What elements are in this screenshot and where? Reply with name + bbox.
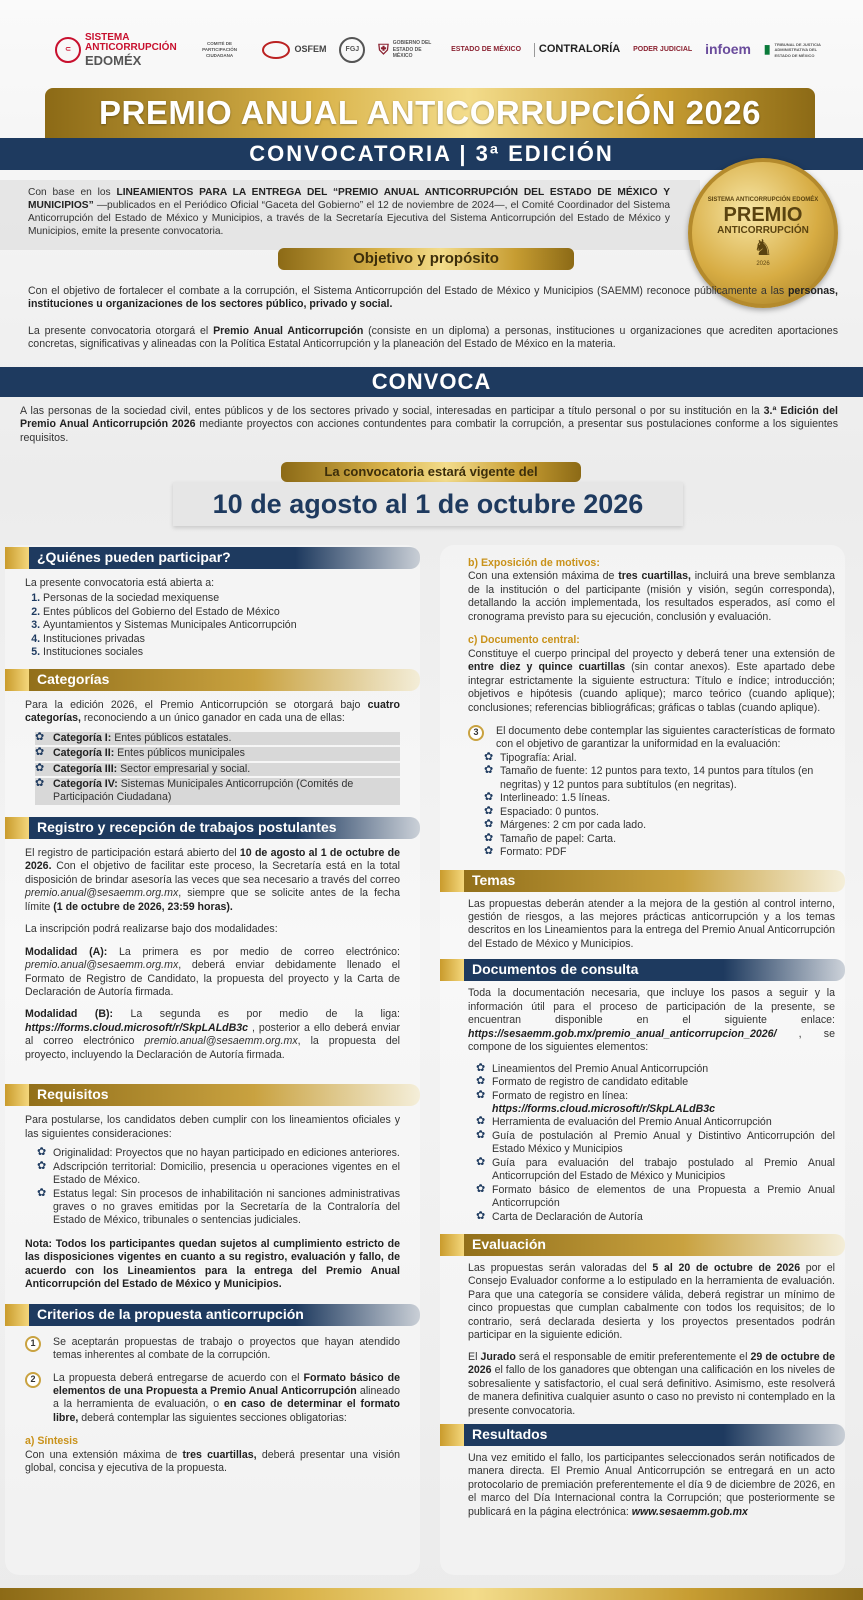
list-item: 1. Personas de la sociedad mexiquense <box>43 592 400 605</box>
shield-icon: ⛨ <box>378 41 389 58</box>
quienes-list <box>25 592 400 659</box>
list-item: ✿ Formato básico de elementos de una Propuesta a Premio Anual Anticorrupción <box>476 1184 835 1211</box>
criterio-1: 1 Se aceptarán propuestas de trabajo o proyectos que hayan atendido temas inherentes al combate de la corrupción. <box>25 1336 400 1363</box>
page-subtitle: CONVOCATORIA | 3ª EDICIÓN <box>249 141 614 167</box>
list-item: ✿ Guía para evaluación del trabajo postulado al Premio Anual Anticorrupción del Estado de México y Municipios <box>476 1157 835 1184</box>
poder-judicial-logo: PODER JUDICIAL <box>633 45 693 53</box>
list-item: ✿ Márgenes: 2 cm por cada lado. <box>484 819 835 832</box>
formato-list <box>484 752 835 860</box>
tribunal-logo: ▮ TRIBUNAL DE JUSTICIA ADMINISTRATIVA DEL ESTADO DE MÉXICO <box>763 42 821 58</box>
list-item: 4. Instituciones privadas <box>43 633 400 646</box>
registro-heading: Registro y recepción de trabajos postulantes <box>5 817 420 839</box>
sistema-anticorrupcion-logo: ⊂ SISTEMA ANTICORRUPCIÓN EDOMÉX <box>55 33 177 68</box>
documentos-list <box>476 1063 835 1224</box>
contraloria-logo: CONTRALORÍA <box>534 43 620 57</box>
exposicion-text: Con una extensión máxima de tres cuartillas, incluirá una breve semblanza de la institución o del participante (misión y visión, según corresponda), detallando la acción implementada, los resultados esperados, así como el cronograma previsto para su ejecución, conclusión y evaluación. <box>468 570 836 623</box>
list-item: 5. Instituciones sociales <box>43 646 400 659</box>
documentos-intro: Toda la documentación necesaria, que incluye los pasos a seguir y la información útil para el proceso de participación de la presente, se encuentran disponible en el siguiente enlace: https://sesaemm.gob.mx/premio_anual_anticorrupcion_2026/ , se compone de los siguientes elementos: <box>468 987 835 1054</box>
temas-text: Las propuestas deberán atender a la mejora de la gestión al control interno, gestión de riesgos, a las mejores prácticas anticorrupción y a los temas descritos en los Lineamientos para la entrega del Premio Anual Anticorrupción del Estado de México y Municipios. <box>468 897 835 950</box>
convoca-banner: CONVOCA <box>0 367 863 397</box>
chess-knight-icon: ♞ <box>753 235 773 261</box>
modalidad-b: Modalidad (B): La segunda es por medio de la liga: https://forms.cloud.microsoft/r/SkpLALdB3c , posterior a ello deberá enviar al correo electrónico premio.anual@sesaemm.org.mx, la propuesta del proyecto, incluyendo la Declaración de Autoría firmada. <box>25 1008 400 1061</box>
resultados-heading: Resultados <box>440 1424 845 1446</box>
objetivo-paragraph-1: Con el objetivo de fortalecer el combate a la corrupción, el Sistema Anticorrupción del Estado de México y Municipios (SAEMM) reconoce públicamente a las personas, instituciones u organizaciones de los sectores público, privado y social. <box>28 285 838 311</box>
number-badge: 2 <box>25 1372 41 1388</box>
vigencia-dates: 10 de agosto al 1 de octubre 2026 <box>173 482 683 526</box>
list-item: ✿ Lineamientos del Premio Anual Anticorrupción <box>476 1063 835 1076</box>
quienes-heading: ¿Quiénes pueden participar? <box>5 547 420 569</box>
criterio-2: 2 La propuesta deberá entregarse de acuerdo con el Formato básico de elementos de una Propuesta a Premio Anual Anticorrupción alineado a la herramienta de evaluación, o en caso de determinar el formato libre, deberá contemplar las siguientes secciones obligatorias: <box>25 1372 400 1426</box>
intro-paragraph: Con base en los LINEAMIENTOS PARA LA ENTREGA DEL “PREMIO ANUAL ANTICORRUPCIÓN DEL ESTADO DE MÉXICO Y MUNICIPIOS” —publicados en el Periódico Oficial “Gaceta del Gobierno” el 12 de noviembre de 2024—, el Comité Coordinador del Sistema Anticorrupción del Estado de México y Municipios, a través de la Secretaría Ejecutiva del Sistema Anticorrupción del Estado de México y Municipios, emite la presente convocatoria. <box>28 187 670 237</box>
list-item: ✿ Herramienta de evaluación del Premio Anual Anticorrupción <box>476 1116 835 1129</box>
osfem-logo: OSFEM <box>262 41 326 59</box>
categorias-intro: Para la edición 2026, el Premio Anticorrupción se otorgará bajo cuatro categorías, reconociendo a un único ganador en cada una de ellas: <box>25 698 400 725</box>
registro-paragraph: El registro de participación estará abierto del 10 de agosto al 1 de octubre de 2026. Con el objetivo de facilitar este proceso, la Secretaría está en la total disposición de brindar asesoría las veces que sea necesario a través del correo premio.anual@sesaemm.org.mx, siempre que se solicite antes de la fecha límite (1 de octubre de 2026, 23:59 horas). <box>25 846 400 913</box>
documento-central-text: Constituye el cuerpo principal del proyecto y deberá tener una extensión de entre diez y quince cuartillas (sin contar anexos). Este apartado debe integrar estrictamente la siguiente estructura: Título e índice; introducción; objetivos e hipótesis (cuando aplique); marco teórico (cuando aplique); conclusiones; referencias bibliográficas; gráficas o tablas (cuando aplique). <box>468 647 835 714</box>
requisitos-list <box>37 1147 400 1228</box>
documentos-heading: Documentos de consulta <box>440 959 845 981</box>
premio-medal: SISTEMA ANTICORRUPCIÓN EDOMÉX PREMIO ANTICORRUPCIÓN ♞ 2026 <box>688 158 838 308</box>
right-column <box>440 557 845 1519</box>
sesaemm-website-link[interactable]: www.sesaemm.gob.mx <box>631 1505 748 1518</box>
sintesis-heading: a) Síntesis <box>25 1435 78 1448</box>
title-banner <box>45 88 815 138</box>
categorias-heading: Categorías <box>5 669 420 691</box>
list-item: ✿ Originalidad: Proyectos que no hayan participado en ediciones anteriores. <box>37 1147 400 1160</box>
saemm-emblem-icon: ⊂ <box>55 37 81 63</box>
list-item: ✿ Tamaño de fuente: 12 puntos para texto, 14 puntos para títulos (en negritas) y 12 puntos para subtítulos (en negritas). <box>484 765 835 792</box>
list-item: ✿ Carta de Declaración de Autoría <box>476 1211 835 1224</box>
infoem-logo: infoem <box>705 41 751 58</box>
list-item: ✿ Espaciado: 0 puntos. <box>484 806 835 819</box>
logo-bar <box>55 30 828 70</box>
quienes-intro: La presente convocatoria está abierta a: <box>25 577 215 589</box>
comite-participacion-logo: COMITÉ DE PARTICIPACIÓN CIUDADANA <box>202 41 237 58</box>
estado-de-mexico-logo: ESTADO DE MÉXICO <box>451 45 522 53</box>
evaluacion-paragraph-1: Las propuestas serán valoradas del 5 al 20 de octubre de 2026 por el Consejo Evaluador conforme a lo estipulado en la herramienta de evaluación. Para que una categoría se considere válida, deberá registrar un mínimo de cinco propuestas que cumplan cabalmente con todos los requisitos; de lo contrario, será declarada desierta y los proyectos presentados podrán participar en la siguiente edición. <box>468 1262 835 1342</box>
list-item: ✿ Interlineado: 1.5 líneas. <box>484 792 835 805</box>
requisitos-nota: Nota: Todos los participantes quedan sujetos al cumplimiento estricto de las disposiciones vigentes en cuanto a su registro, evaluación y fallo, de acuerdo con los Lineamientos para la entrega del Premio Anual Anticorrupción del Estado de México y Municipios. <box>25 1237 400 1291</box>
temas-heading: Temas <box>440 870 845 892</box>
list-item: ✿ Adscripción territorial: Domicilio, presencia u operaciones vigentes en el Estado de México. <box>37 1161 400 1188</box>
forms-link[interactable]: https://forms.cloud.microsoft/r/SkpLALdB3c <box>25 1021 249 1034</box>
list-item: ✿ Tipografía: Arial. <box>484 752 835 765</box>
list-item: ✿ Categoría III: Sector empresarial y social. <box>35 763 400 776</box>
fgj-logo: FGJ <box>339 37 365 63</box>
list-item: ✿ Categoría I: Entes públicos estatales. <box>35 732 400 745</box>
resultados-text: Una vez emitido el fallo, los participantes seleccionados serán notificados de manera directa. El Premio Anual Anticorrupción se entregará en un acto protocolario de premiación preferentemente el día 9 de diciembre de 2026, en el marco del Día Internacional contra la Corrupción; que posteriormente se publicará en la página electrónica: www.sesaemm.gob.mx <box>468 1452 835 1518</box>
list-item: ✿ Guía de postulación al Premio Anual y Distintivo Anticorrupción del Estado México y Municipios <box>476 1130 835 1157</box>
tribunal-flag-icon: ▮ <box>763 42 771 57</box>
evaluacion-heading: Evaluación <box>440 1234 845 1256</box>
list-item: ✿ Tamaño de papel: Carta. <box>484 833 835 846</box>
exposicion-heading: b) Exposición de motivos: <box>468 557 600 569</box>
modalidad-a: Modalidad (A): La primera es por medio de correo electrónico: premio.anual@sesaemm.org.mx, deberá enviar debidamente llenado el Formato de Registro de Candidato, la propuesta del proyecto y la Carta de Declaración de Autoría firmada. <box>25 945 401 998</box>
page-title: PREMIO ANUAL ANTICORRUPCIÓN 2026 <box>98 94 762 132</box>
list-item: ✿ Formato de registro en línea: https://forms.cloud.microsoft/r/SkpLALdB3c <box>476 1090 835 1117</box>
vigencia-label: La convocatoria estará vigente del <box>281 462 581 482</box>
left-column <box>5 547 420 1476</box>
bottom-bar <box>0 1588 863 1600</box>
criterio-3: 3 El documento debe contemplar las siguientes características de formato con el objetivo de garantizar la uniformidad en la evaluación: <box>468 725 835 752</box>
requisitos-intro: Para postularse, los candidatos deben cumplir con los lineamientos oficiales y las siguientes consideraciones: <box>25 1114 400 1140</box>
number-badge: 1 <box>25 1336 41 1352</box>
objetivo-paragraph-2: La presente convocatoria otorgará el Premio Anual Anticorrupción (consiste en un diploma) a personas, instituciones u organizaciones que acrediten aportaciones concretas, significativas y alineadas con la Política Estatal Anticorrupción y la planeación del Estado de México en la materia. <box>28 325 838 351</box>
convoca-paragraph: A las personas de la sociedad civil, entes públicos y de los sectores privado y social, interesadas en participar a título personal o por su institución en la 3.ª Edición del Premio Anual Anticorrupción 2026 mediante proyectos con acciones contundentes para combatir la corrupción, a presentar sus postulaciones conforme a los siguientes requisitos. <box>20 405 838 444</box>
documentos-link[interactable]: https://sesaemm.gob.mx/premio_anual_anticorrupcion_2026/ <box>468 1027 777 1040</box>
list-item: 2. Entes públicos del Gobierno del Estado de México <box>43 606 400 619</box>
requisitos-heading: Requisitos <box>5 1084 420 1106</box>
list-item: ✿ Estatus legal: Sin procesos de inhabilitación ni sanciones administrativas graves o no graves emitidas por la Secretaría de la Contraloría del Estado de México, tribunales o sentencias judiciales. <box>37 1188 400 1228</box>
criterios-heading: Criterios de la propuesta anticorrupción <box>5 1304 420 1326</box>
documento-central-heading: c) Documento central: <box>468 634 580 647</box>
objetivo-heading: Objetivo y propósito <box>278 248 574 270</box>
list-item: ✿ Formato de registro de candidato editable <box>476 1076 835 1089</box>
forms-link[interactable]: https://forms.cloud.microsoft/r/SkpLALdB3c <box>492 1102 716 1115</box>
sintesis-text: Con una extensión máxima de tres cuartillas, deberá presentar una visión global, concisa y ejecutiva de la propuesta. <box>25 1448 400 1475</box>
number-badge: 3 <box>468 725 484 741</box>
gobierno-edomex-logo: ⛨ GOBIERNO DEL ESTADO DE MÉXICO <box>378 40 432 60</box>
categorias-list <box>35 732 400 805</box>
evaluacion-paragraph-2: El Jurado será el responsable de emitir preferentemente el 29 de octubre de 2026 el fallo de los ganadores que obtengan una calificación en los niveles de sobresaliente y satisfactorio, el cual será definitivo. Asimismo, este resolverá de manera definitiva cualquier asunto o caso no previsto ni contemplado en la presente convocatoria. <box>468 1350 836 1417</box>
registro-modalidades: La inscripción podrá realizarse bajo dos modalidades: <box>25 923 278 936</box>
osfem-emblem-icon <box>262 41 290 59</box>
list-item: ✿ Categoría II: Entes públicos municipales <box>35 747 400 760</box>
list-item: ✿ Formato: PDF <box>484 846 835 859</box>
list-item: 3. Ayuntamientos y Sistemas Municipales Anticorrupción <box>43 619 400 632</box>
list-item: ✿ Categoría IV: Sistemas Municipales Anticorrupción (Comités de Participación Ciudadana) <box>35 778 400 805</box>
